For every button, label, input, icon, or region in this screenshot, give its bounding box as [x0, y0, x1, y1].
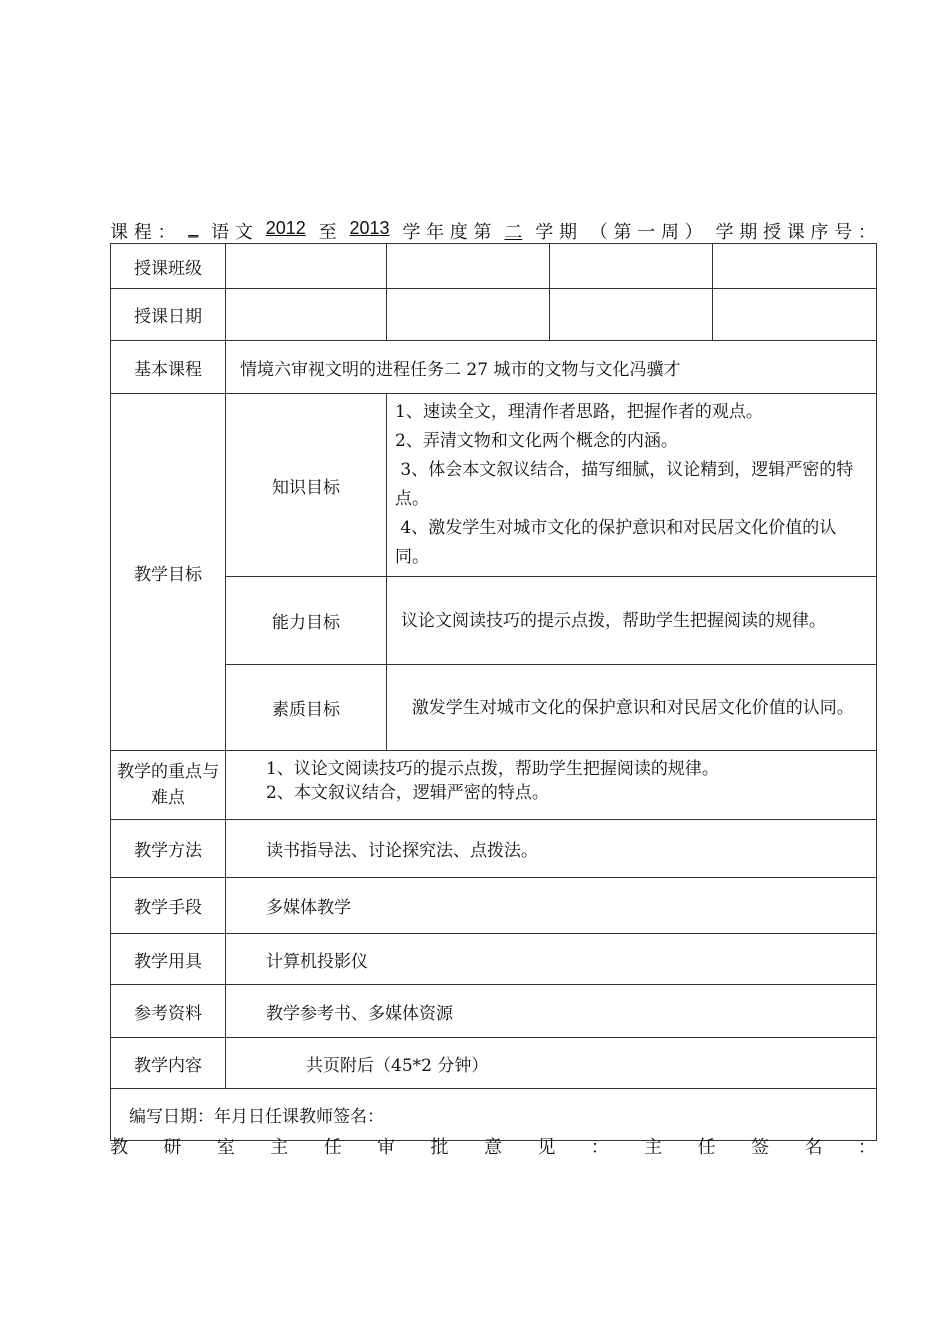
means-label: 教学手段: [111, 878, 226, 934]
class-cell-4[interactable]: [713, 244, 877, 289]
blank-underline: _: [188, 218, 199, 238]
goals-label: 教学目标: [111, 394, 226, 751]
date-cell-4[interactable]: [713, 289, 877, 341]
term-label: 学 期: [535, 222, 577, 243]
footer-char: 签: [751, 1137, 770, 1158]
knowledge-item: 2、弄清文物和文化两个概念的内涵。: [395, 431, 678, 451]
tools-row: [111, 934, 877, 985]
content-row: [111, 1038, 877, 1089]
year-label: 学 年 度 第: [402, 222, 492, 243]
footer-char: ：: [857, 1137, 876, 1158]
class-row: [111, 244, 877, 289]
footer-char: 见: [537, 1137, 556, 1158]
basic-label: 基本课程: [111, 341, 226, 394]
basic-value: 情境六审视文明的进程任务二 27 城市的文物与文化冯骥才: [226, 341, 877, 394]
ability-value: 议论文阅读技巧的提示点拨，帮助学生把握阅读的规律。: [387, 577, 877, 665]
means-value: 多媒体教学: [226, 878, 877, 934]
footer-char: 研: [163, 1137, 182, 1158]
year-from: 2012: [265, 218, 306, 238]
course-label: 课 程 ：: [110, 222, 176, 243]
footer-char: 批: [430, 1137, 449, 1158]
footer-char: 室: [216, 1137, 235, 1158]
footer-char: 教: [110, 1137, 128, 1158]
written-value: 编写日期：年月日任课教师签名：: [111, 1089, 877, 1141]
means-row: [111, 878, 877, 934]
reference-label: 参考资料: [111, 985, 226, 1038]
date-cell-1[interactable]: [226, 289, 387, 341]
year-to: 2013: [349, 218, 390, 238]
class-label: 授课班级: [111, 244, 226, 289]
footer-char: 意: [483, 1137, 502, 1158]
date-row: [111, 289, 877, 341]
knowledge-item: 1、速读全文，理清作者思路，把握作者的观点。: [395, 402, 763, 422]
seq-label: 学 期 授 课 序 号 ：: [715, 222, 876, 243]
method-value: 读书指导法、讨论探究法、点拨法。: [226, 820, 877, 878]
reference-row: [111, 985, 877, 1038]
date-label: 授课日期: [111, 289, 226, 341]
method-label: 教学方法: [111, 820, 226, 878]
term: 二: [504, 222, 523, 242]
quality-row: [111, 665, 877, 751]
footer-char: 审: [377, 1137, 396, 1158]
footer-char: 任: [323, 1137, 342, 1158]
footer-char: 主: [644, 1137, 663, 1158]
subject: 语 文: [211, 222, 253, 243]
knowledge-label: 知识目标: [226, 394, 387, 577]
date-cell-3[interactable]: [550, 289, 713, 341]
key-value: [226, 751, 877, 820]
class-cell-2[interactable]: [387, 244, 550, 289]
ability-row: [111, 577, 877, 665]
footer-char: 任: [697, 1137, 716, 1158]
tools-value: 计算机投影仪: [226, 934, 877, 985]
content-label: 教学内容: [111, 1038, 226, 1089]
reference-value: 教学参考书、多媒体资源: [226, 985, 877, 1038]
ability-label: 能力目标: [226, 577, 387, 665]
footer-char: ：: [590, 1137, 609, 1158]
basic-row: [111, 341, 877, 394]
key-item: 1、议论文阅读技巧的提示点拨，帮助学生把握阅读的规律。: [266, 759, 719, 779]
content-value: 共页附后（45*2 分钟）: [226, 1038, 877, 1089]
knowledge-row: [111, 394, 877, 577]
method-row: [111, 820, 877, 878]
key-item: 2、本文叙议结合，逻辑严密的特点。: [266, 783, 549, 803]
footer-char: 主: [270, 1137, 289, 1158]
key-row: [111, 751, 877, 820]
tools-label: 教学用具: [111, 934, 226, 985]
knowledge-item: 4、激发学生对城市文化的保护意识和对民居文化价值的认同。: [395, 518, 837, 567]
key-label: 教学的重点与难点: [111, 751, 226, 820]
lesson-plan-table: [110, 243, 877, 1141]
date-cell-2[interactable]: [387, 289, 550, 341]
to-label: 至: [318, 222, 337, 243]
footer-char: 名: [804, 1137, 823, 1158]
week: （ 第 一 周 ）: [589, 222, 703, 243]
course-header-line: [110, 218, 876, 244]
class-cell-1[interactable]: [226, 244, 387, 289]
knowledge-item: 3、体会本文叙议结合，描写细腻，议论精到，逻辑严密的特点。: [395, 460, 854, 509]
quality-value: 激发学生对城市文化的保护意识和对民居文化价值的认同。: [387, 665, 877, 751]
class-cell-3[interactable]: [550, 244, 713, 289]
director-approval-line: [110, 1133, 876, 1159]
knowledge-value: [387, 394, 877, 577]
quality-label: 素质目标: [226, 665, 387, 751]
